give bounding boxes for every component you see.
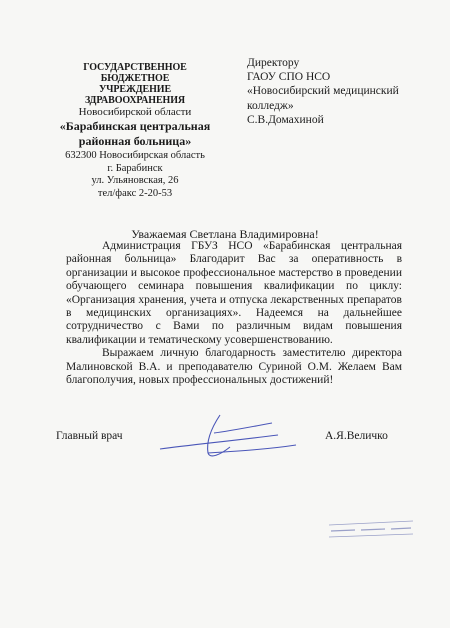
sender-address-line2: г. Барабинск [107, 162, 163, 174]
body-paragraph-2: Выражаем личную благодарность заместителю директора Малиновской В.А. и преподавателю Суриной О.М. Желаем Вам благополучия, новых профессиональных достижений! [66, 347, 402, 387]
recipient-line3: «Новосибирский медицинский [247, 85, 399, 98]
recipient-line4: колледж» [247, 99, 294, 112]
sender-org-line2: УЧРЕЖДЕНИЕ ЗДРАВООХРАНЕНИЯ [84, 84, 186, 106]
greeting: Уважаемая Светлана Владимировна! [131, 227, 319, 241]
registration-stamp [325, 515, 415, 543]
recipient-line5: С.В.Домахиной [247, 113, 324, 126]
sender-region: Новосибирской области [78, 106, 192, 118]
sender-org-line1: ГОСУДАРСТВЕННОЕ БЮДЖЕТНОЕ [83, 62, 187, 84]
letter-body [66, 240, 402, 387]
recipient-line2: ГАОУ СПО НСО [247, 71, 331, 84]
sender-address-line1: 632300 Новосибирская область [65, 150, 205, 161]
signatory-title: Главный врач [56, 430, 123, 442]
body-paragraph-1: Администрация ГБУЗ НСО «Барабинская центральная районная больница» Благодарит Вас за оперативность в организации и высокое профессиональное мастерство в проведении обучающего семинара повышения квалификации по циклу: «Организация хранения, учета и отпуска лекарственных препаратов в медицинских организациях». Надеемся на дальнейшее сотрудничество с Вами по различным видам повышения квалификации и тематическому усовершенствованию. [66, 240, 402, 346]
sender-hospital-line2: районная больница» [78, 134, 192, 148]
sender-phone: тел/факс 2-20-53 [97, 187, 173, 199]
signatory-name: А.Я.Величко [325, 430, 388, 442]
handwritten-signature [150, 405, 300, 465]
sender-block [50, 62, 220, 200]
recipient-block [247, 56, 422, 127]
recipient-line1: Директору [247, 57, 300, 69]
sender-address-line3: ул. Ульяновская, 26 [91, 175, 179, 186]
sender-hospital-line1: «Барабинская центральная [59, 119, 211, 133]
